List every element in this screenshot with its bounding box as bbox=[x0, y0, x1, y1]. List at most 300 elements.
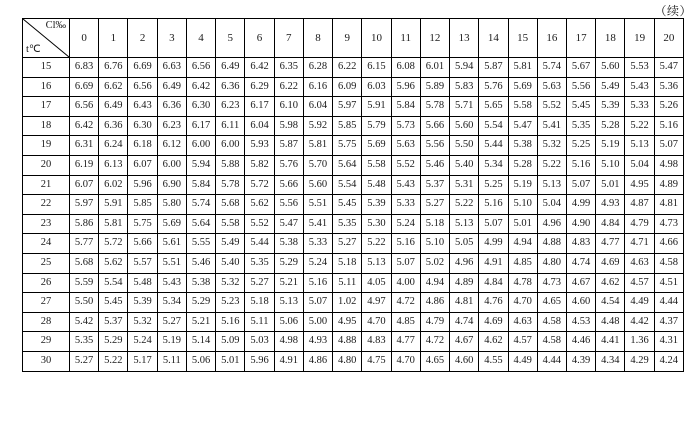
table-cell: 5.29 bbox=[274, 253, 303, 273]
table-cell: 5.45 bbox=[333, 195, 362, 215]
table-cell: 5.92 bbox=[303, 116, 332, 136]
table-cell: 5.63 bbox=[537, 77, 566, 97]
table-cell: 5.94 bbox=[450, 58, 479, 78]
table-cell: 5.84 bbox=[391, 97, 420, 117]
table-cell: 4.31 bbox=[654, 332, 683, 352]
table-cell: 4.86 bbox=[420, 293, 449, 313]
table-cell: 4.93 bbox=[303, 332, 332, 352]
table-cell: 6.10 bbox=[274, 97, 303, 117]
table-cell: 5.78 bbox=[420, 97, 449, 117]
table-cell: 4.96 bbox=[450, 253, 479, 273]
table-cell: 5.07 bbox=[566, 175, 595, 195]
table-cell: 6.02 bbox=[99, 175, 128, 195]
table-cell: 4.89 bbox=[654, 175, 683, 195]
table-cell: 6.09 bbox=[333, 77, 362, 97]
table-cell: 4.71 bbox=[625, 234, 654, 254]
table-cell: 5.74 bbox=[186, 195, 215, 215]
table-cell: 5.37 bbox=[99, 312, 128, 332]
table-cell: 5.58 bbox=[508, 97, 537, 117]
table-cell: 5.39 bbox=[128, 293, 157, 313]
table-cell: 6.63 bbox=[157, 58, 186, 78]
table-cell: 4.78 bbox=[508, 273, 537, 293]
table-cell: 5.49 bbox=[596, 77, 625, 97]
table-cell: 5.53 bbox=[625, 58, 654, 78]
table-cell: 4.84 bbox=[479, 273, 508, 293]
table-cell: 5.74 bbox=[537, 58, 566, 78]
table-cell: 6.49 bbox=[157, 77, 186, 97]
table-cell: 5.29 bbox=[186, 293, 215, 313]
table-cell: 6.00 bbox=[157, 155, 186, 175]
table-cell: 6.30 bbox=[186, 97, 215, 117]
table-cell: 5.25 bbox=[566, 136, 595, 156]
table-cell: 4.63 bbox=[508, 312, 537, 332]
table-cell: 5.24 bbox=[391, 214, 420, 234]
table-cell: 4.98 bbox=[274, 332, 303, 352]
table-row bbox=[23, 332, 684, 352]
table-cell: 5.22 bbox=[625, 116, 654, 136]
table-cell: 4.65 bbox=[420, 351, 449, 371]
column-header: 6 bbox=[245, 19, 274, 58]
table-cell: 5.18 bbox=[333, 253, 362, 273]
row-header: 24 bbox=[23, 234, 70, 254]
table-cell: 6.12 bbox=[157, 136, 186, 156]
table-cell: 5.32 bbox=[216, 273, 245, 293]
table-cell: 5.06 bbox=[274, 312, 303, 332]
table-row bbox=[23, 116, 684, 136]
table-cell: 4.81 bbox=[654, 195, 683, 215]
table-cell: 6.56 bbox=[70, 97, 99, 117]
table-cell: 5.81 bbox=[99, 214, 128, 234]
table-cell: 5.24 bbox=[303, 253, 332, 273]
table-cell: 4.74 bbox=[566, 253, 595, 273]
table-cell: 5.68 bbox=[216, 195, 245, 215]
table-cell: 6.00 bbox=[186, 136, 215, 156]
table-cell: 5.16 bbox=[216, 312, 245, 332]
table-cell: 4.94 bbox=[508, 234, 537, 254]
column-header: 7 bbox=[274, 19, 303, 58]
table-cell: 4.80 bbox=[537, 253, 566, 273]
column-header: 3 bbox=[157, 19, 186, 58]
table-cell: 4.95 bbox=[333, 312, 362, 332]
table-cell: 5.52 bbox=[245, 214, 274, 234]
table-cell: 4.58 bbox=[654, 253, 683, 273]
table-cell: 5.21 bbox=[186, 312, 215, 332]
table-cell: 6.42 bbox=[186, 77, 215, 97]
table-cell: 5.55 bbox=[186, 234, 215, 254]
table-cell: 5.66 bbox=[420, 116, 449, 136]
table-cell: 4.44 bbox=[537, 351, 566, 371]
table-row bbox=[23, 58, 684, 78]
table-cell: 6.69 bbox=[128, 58, 157, 78]
table-cell: 5.38 bbox=[274, 234, 303, 254]
table-cell: 5.04 bbox=[625, 155, 654, 175]
table-cell: 5.82 bbox=[245, 155, 274, 175]
table-cell: 4.34 bbox=[596, 351, 625, 371]
table-cell: 5.07 bbox=[303, 293, 332, 313]
table-cell: 6.43 bbox=[128, 97, 157, 117]
table-row bbox=[23, 253, 684, 273]
table-cell: 6.08 bbox=[391, 58, 420, 78]
continued-label: （续） bbox=[654, 4, 692, 18]
table-cell: 5.32 bbox=[128, 312, 157, 332]
table-row bbox=[23, 155, 684, 175]
table-cell: 5.16 bbox=[654, 116, 683, 136]
table-cell: 4.99 bbox=[566, 195, 595, 215]
column-header: 18 bbox=[596, 19, 625, 58]
table-cell: 4.77 bbox=[596, 234, 625, 254]
row-header: 22 bbox=[23, 195, 70, 215]
table-cell: 6.03 bbox=[362, 77, 391, 97]
table-cell: 5.75 bbox=[333, 136, 362, 156]
table-cell: 6.36 bbox=[99, 116, 128, 136]
table-cell: 4.49 bbox=[508, 351, 537, 371]
table-cell: 5.47 bbox=[508, 116, 537, 136]
table-body bbox=[23, 58, 684, 372]
table-cell: 5.78 bbox=[216, 175, 245, 195]
table-cell: 5.22 bbox=[450, 195, 479, 215]
table-cell: 5.19 bbox=[157, 332, 186, 352]
corner-cell bbox=[23, 19, 70, 58]
table-cell: 4.72 bbox=[391, 293, 420, 313]
table-cell: 4.79 bbox=[420, 312, 449, 332]
table-cell: 4.60 bbox=[450, 351, 479, 371]
table-cell: 5.76 bbox=[274, 155, 303, 175]
table-cell: 5.34 bbox=[479, 155, 508, 175]
column-header: 12 bbox=[420, 19, 449, 58]
table-cell: 4.41 bbox=[596, 332, 625, 352]
table-cell: 4.91 bbox=[479, 253, 508, 273]
table-cell: 5.29 bbox=[99, 332, 128, 352]
column-header: 4 bbox=[186, 19, 215, 58]
table-cell: 5.84 bbox=[186, 175, 215, 195]
table-cell: 5.93 bbox=[245, 136, 274, 156]
table-cell: 5.64 bbox=[186, 214, 215, 234]
table-cell: 5.70 bbox=[303, 155, 332, 175]
table-cell: 6.62 bbox=[99, 77, 128, 97]
table-row bbox=[23, 273, 684, 293]
table-cell: 4.65 bbox=[537, 293, 566, 313]
table-cell: 4.58 bbox=[537, 332, 566, 352]
table-cell: 5.33 bbox=[391, 195, 420, 215]
table-cell: 5.44 bbox=[245, 234, 274, 254]
column-header: 0 bbox=[70, 19, 99, 58]
row-header: 26 bbox=[23, 273, 70, 293]
table-cell: 5.81 bbox=[303, 136, 332, 156]
table-cell: 5.16 bbox=[391, 234, 420, 254]
table-cell: 6.11 bbox=[216, 116, 245, 136]
row-header: 28 bbox=[23, 312, 70, 332]
table-cell: 6.29 bbox=[245, 77, 274, 97]
table-cell: 5.37 bbox=[420, 175, 449, 195]
table-cell: 5.69 bbox=[157, 214, 186, 234]
table-cell: 5.86 bbox=[70, 214, 99, 234]
table-cell: 5.27 bbox=[157, 312, 186, 332]
table-cell: 5.96 bbox=[128, 175, 157, 195]
table-cell: 5.41 bbox=[537, 116, 566, 136]
table-cell: 5.28 bbox=[508, 155, 537, 175]
table-cell: 5.32 bbox=[537, 136, 566, 156]
column-header: 5 bbox=[216, 19, 245, 58]
table-cell: 5.17 bbox=[128, 351, 157, 371]
table-cell: 4.94 bbox=[420, 273, 449, 293]
table-cell: 5.13 bbox=[274, 293, 303, 313]
table-cell: 5.62 bbox=[245, 195, 274, 215]
table-cell: 6.90 bbox=[157, 175, 186, 195]
table-cell: 4.84 bbox=[596, 214, 625, 234]
table-row bbox=[23, 214, 684, 234]
table-row bbox=[23, 97, 684, 117]
table-row bbox=[23, 175, 684, 195]
table-cell: 5.79 bbox=[362, 116, 391, 136]
row-header: 21 bbox=[23, 175, 70, 195]
table-cell: 5.22 bbox=[537, 155, 566, 175]
table-cell: 5.72 bbox=[99, 234, 128, 254]
table-row bbox=[23, 234, 684, 254]
table-cell: 5.45 bbox=[99, 293, 128, 313]
table-cell: 5.11 bbox=[333, 273, 362, 293]
row-header: 25 bbox=[23, 253, 70, 273]
table-cell: 5.54 bbox=[99, 273, 128, 293]
table-cell: 6.04 bbox=[245, 116, 274, 136]
table-cell: 5.27 bbox=[70, 351, 99, 371]
table-header bbox=[23, 19, 684, 58]
table-cell: 5.75 bbox=[128, 214, 157, 234]
table-cell: 6.56 bbox=[128, 77, 157, 97]
table-cell: 5.63 bbox=[391, 136, 420, 156]
table-cell: 5.56 bbox=[274, 195, 303, 215]
table-cell: 5.71 bbox=[450, 97, 479, 117]
table-cell: 6.36 bbox=[216, 77, 245, 97]
table-cell: 5.13 bbox=[450, 214, 479, 234]
table-cell: 6.22 bbox=[274, 77, 303, 97]
table-cell: 5.26 bbox=[654, 97, 683, 117]
table-cell: 5.35 bbox=[70, 332, 99, 352]
table-cell: 6.56 bbox=[186, 58, 215, 78]
table-cell: 5.94 bbox=[186, 155, 215, 175]
table-cell: 5.97 bbox=[70, 195, 99, 215]
table-cell: 5.07 bbox=[479, 214, 508, 234]
table-cell: 4.90 bbox=[566, 214, 595, 234]
table-cell: 5.41 bbox=[303, 214, 332, 234]
table-cell: 4.67 bbox=[566, 273, 595, 293]
row-header: 18 bbox=[23, 116, 70, 136]
row-header: 29 bbox=[23, 332, 70, 352]
column-header: 16 bbox=[537, 19, 566, 58]
column-header: 1 bbox=[99, 19, 128, 58]
table-cell: 5.87 bbox=[479, 58, 508, 78]
table-cell: 5.54 bbox=[333, 175, 362, 195]
table-cell: 5.69 bbox=[508, 77, 537, 97]
table-cell: 5.58 bbox=[216, 214, 245, 234]
row-header: 19 bbox=[23, 136, 70, 156]
table-cell: 5.19 bbox=[508, 175, 537, 195]
table-cell: 5.33 bbox=[625, 97, 654, 117]
table-cell: 5.57 bbox=[128, 253, 157, 273]
table-cell: 5.36 bbox=[654, 77, 683, 97]
table-cell: 5.88 bbox=[216, 155, 245, 175]
table-cell: 5.24 bbox=[128, 332, 157, 352]
table-cell: 5.33 bbox=[303, 234, 332, 254]
table-cell: 4.97 bbox=[362, 293, 391, 313]
table-cell: 5.27 bbox=[245, 273, 274, 293]
table-cell: 5.43 bbox=[157, 273, 186, 293]
table-cell: 6.28 bbox=[303, 58, 332, 78]
table-cell: 5.48 bbox=[128, 273, 157, 293]
row-header: 27 bbox=[23, 293, 70, 313]
table-cell: 5.42 bbox=[70, 312, 99, 332]
table-cell: 4.81 bbox=[450, 293, 479, 313]
table-cell: 6.42 bbox=[70, 116, 99, 136]
table-cell: 5.23 bbox=[216, 293, 245, 313]
table-cell: 4.85 bbox=[508, 253, 537, 273]
table-cell: 6.13 bbox=[99, 155, 128, 175]
table-cell: 5.34 bbox=[157, 293, 186, 313]
table-cell: 4.62 bbox=[479, 332, 508, 352]
table-cell: 4.70 bbox=[508, 293, 537, 313]
table-cell: 5.06 bbox=[186, 351, 215, 371]
table-cell: 5.22 bbox=[362, 234, 391, 254]
row-axis-label: t℃ bbox=[26, 44, 41, 55]
table-cell: 5.52 bbox=[391, 155, 420, 175]
table-cell: 4.66 bbox=[654, 234, 683, 254]
table-cell: 1.36 bbox=[625, 332, 654, 352]
table-cell: 5.18 bbox=[245, 293, 274, 313]
table-cell: 5.43 bbox=[625, 77, 654, 97]
table-cell: 5.30 bbox=[362, 214, 391, 234]
table-cell: 5.72 bbox=[245, 175, 274, 195]
column-header: 10 bbox=[362, 19, 391, 58]
table-cell: 5.13 bbox=[625, 136, 654, 156]
table-cell: 4.46 bbox=[566, 332, 595, 352]
table-cell: 5.60 bbox=[450, 116, 479, 136]
table-cell: 5.05 bbox=[450, 234, 479, 254]
row-header: 17 bbox=[23, 97, 70, 117]
table-cell: 5.89 bbox=[420, 77, 449, 97]
table-cell: 4.70 bbox=[362, 312, 391, 332]
table-cell: 4.89 bbox=[450, 273, 479, 293]
table-cell: 6.17 bbox=[186, 116, 215, 136]
table-cell: 5.59 bbox=[70, 273, 99, 293]
table-cell: 5.13 bbox=[537, 175, 566, 195]
table-cell: 5.04 bbox=[537, 195, 566, 215]
table-cell: 5.67 bbox=[566, 58, 595, 78]
table-cell: 4.54 bbox=[596, 293, 625, 313]
table-cell: 5.16 bbox=[566, 155, 595, 175]
column-header: 15 bbox=[508, 19, 537, 58]
table-cell: 5.14 bbox=[186, 332, 215, 352]
table-cell: 4.99 bbox=[479, 234, 508, 254]
table-cell: 4.95 bbox=[625, 175, 654, 195]
table-cell: 4.85 bbox=[391, 312, 420, 332]
table-cell: 4.42 bbox=[625, 312, 654, 332]
table-row bbox=[23, 77, 684, 97]
table-cell: 4.55 bbox=[479, 351, 508, 371]
column-header: 13 bbox=[450, 19, 479, 58]
table-cell: 4.86 bbox=[303, 351, 332, 371]
table-cell: 5.01 bbox=[508, 214, 537, 234]
table-cell: 5.46 bbox=[186, 253, 215, 273]
table-cell: 4.49 bbox=[625, 293, 654, 313]
table-cell: 4.24 bbox=[654, 351, 683, 371]
table-cell: 5.83 bbox=[450, 77, 479, 97]
table-cell: 1.02 bbox=[333, 293, 362, 313]
row-header: 16 bbox=[23, 77, 70, 97]
column-header: 14 bbox=[479, 19, 508, 58]
table-cell: 5.40 bbox=[450, 155, 479, 175]
table-cell: 5.31 bbox=[450, 175, 479, 195]
table-cell: 4.74 bbox=[450, 312, 479, 332]
table-cell: 5.49 bbox=[216, 234, 245, 254]
table-cell: 5.51 bbox=[157, 253, 186, 273]
table-cell: 4.29 bbox=[625, 351, 654, 371]
table-cell: 4.69 bbox=[479, 312, 508, 332]
table-cell: 4.00 bbox=[391, 273, 420, 293]
table-cell: 4.62 bbox=[596, 273, 625, 293]
table-cell: 5.96 bbox=[391, 77, 420, 97]
table-cell: 4.73 bbox=[537, 273, 566, 293]
table-cell: 4.76 bbox=[479, 293, 508, 313]
table-cell: 6.19 bbox=[70, 155, 99, 175]
table-cell: 5.13 bbox=[362, 253, 391, 273]
table-cell: 5.21 bbox=[274, 273, 303, 293]
table-cell: 4.83 bbox=[362, 332, 391, 352]
table-cell: 5.50 bbox=[450, 136, 479, 156]
table-row bbox=[23, 195, 684, 215]
table-cell: 5.81 bbox=[508, 58, 537, 78]
table-row bbox=[23, 351, 684, 371]
table-cell: 5.03 bbox=[245, 332, 274, 352]
column-axis-label: Cl‰ bbox=[45, 20, 66, 31]
table-cell: 5.47 bbox=[654, 58, 683, 78]
table-cell: 5.48 bbox=[362, 175, 391, 195]
table-cell: 4.44 bbox=[654, 293, 683, 313]
table-cell: 4.79 bbox=[625, 214, 654, 234]
table-cell: 4.53 bbox=[566, 312, 595, 332]
table-cell: 4.91 bbox=[274, 351, 303, 371]
table-cell: 5.19 bbox=[596, 136, 625, 156]
table-cell: 5.68 bbox=[70, 253, 99, 273]
table-cell: 5.11 bbox=[245, 312, 274, 332]
table-cell: 5.35 bbox=[333, 214, 362, 234]
table-cell: 6.23 bbox=[157, 116, 186, 136]
table-cell: 4.69 bbox=[596, 253, 625, 273]
table-cell: 5.96 bbox=[245, 351, 274, 371]
table-cell: 6.76 bbox=[99, 58, 128, 78]
column-header: 19 bbox=[625, 19, 654, 58]
table-cell: 5.66 bbox=[274, 175, 303, 195]
table-cell: 5.47 bbox=[274, 214, 303, 234]
table-cell: 5.66 bbox=[128, 234, 157, 254]
table-cell: 5.10 bbox=[596, 155, 625, 175]
table-cell: 5.58 bbox=[362, 155, 391, 175]
table-cell: 5.10 bbox=[420, 234, 449, 254]
table-cell: 4.83 bbox=[566, 234, 595, 254]
table-cell: 5.16 bbox=[479, 195, 508, 215]
table-cell: 4.60 bbox=[566, 293, 595, 313]
row-header: 30 bbox=[23, 351, 70, 371]
table-cell: 5.60 bbox=[303, 175, 332, 195]
table-cell: 6.42 bbox=[245, 58, 274, 78]
table-cell: 5.61 bbox=[157, 234, 186, 254]
table-cell: 4.63 bbox=[625, 253, 654, 273]
table-cell: 4.80 bbox=[333, 351, 362, 371]
table-cell: 4.48 bbox=[596, 312, 625, 332]
table-cell: 5.56 bbox=[420, 136, 449, 156]
table-cell: 6.83 bbox=[70, 58, 99, 78]
table-cell: 4.88 bbox=[333, 332, 362, 352]
table-cell: 5.43 bbox=[391, 175, 420, 195]
table-cell: 6.36 bbox=[157, 97, 186, 117]
